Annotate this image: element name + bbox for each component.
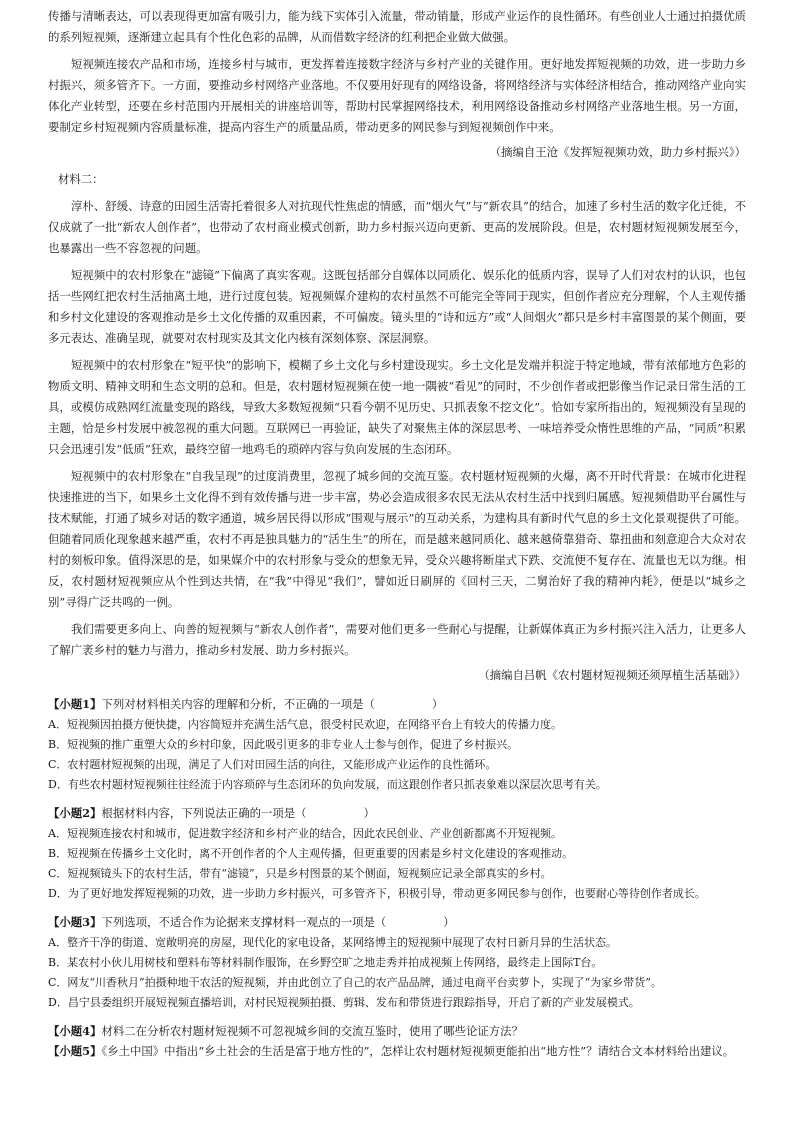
question-2 <box>48 803 746 904</box>
material2-paragraph: 短视频中的农村形象在“自我呈现”的过度消费里，忽视了城乡间的交流互鉴。农村题材短视频的火爆，离不开时代背景：在城市化进程快速推进的当下，如果乡土文化得不到有效传播与进一步丰富，势必会造成很多农民无法从农村生活中找到归属感。短视频借助平台属性与技术赋能，打通了城乡对话的数字通道，城乡居民得以形成“围观与展示”的互动关系，为建构具有新时代气息的乡土文化景观提供了可能。但随着同质化现象越来越严重，农村不再是独具魅力的“活生生”的所在，而是越来越同质化、越来越倚靠猎奇、靠扭曲和刻意迎合大众对农村的刻板印象。值得深思的是，如果媒介中的农村形象与受众的想象无异，受众兴趣将断崖式下跌、交流便不复存在、流量也无以为继。相反，农村题材短视频应从个性到达共情，在“我”中得见“我们”，譬如近日刷屏的《回村三天，二舅治好了我的精神内耗》，便是以“城乡之别”寻得广泛共鸣的一例。 <box>48 469 746 609</box>
answer-option[interactable]: A．短视频因拍摄方便快捷，内容简短并充满生活气息，很受村民欢迎，在网络平台上有较大的传播力度。 <box>48 718 562 731</box>
answer-option[interactable]: A．短视频连接农村和城市，促进数字经济和乡村产业的结合，因此农民创业、产业创新都离不开短视频。 <box>48 827 562 840</box>
answer-option[interactable]: C．短视频镜头下的农村生活，带有“滤镜”，只是乡村图景的某个侧面，短视频应记录全部真实的乡村。 <box>48 867 552 880</box>
answer-option[interactable]: B．短视频的推广重塑大众的乡村印象，因此吸引更多的非专业人士参与创作，促进了乡村振兴。 <box>48 738 519 751</box>
question-5 <box>48 1041 746 1061</box>
answer-option[interactable]: C．网友“川香秋月”拍摄种地干农活的短视频，并由此创立了自己的农产品品牌，通过电商平台卖萝卜，实现了“为家乡带货”。 <box>48 976 662 989</box>
material2-paragraph: 淳朴、舒缓、诗意的田园生活寄托着很多人对抗现代性焦虑的情感，而“烟火气”与“新农具”的结合，加速了乡村生活的数字化迁徙，不仅成就了一批“新农人创作者”，也带动了农村商业模式创新，助力乡村振兴迈向更新、更高的发展阶段。但是，农村题材短视频发展至今，也暴露出一些不容忽视的问题。 <box>48 199 746 255</box>
question-stem: 下列选项，不适合作为论据来支撑材料一观点的一项是（ ） <box>101 915 455 929</box>
material2-paragraph: 短视频中的农村形象在“滤镜”下偏离了真实客观。这既包括部分自媒体以同质化、娱乐化的低质内容，误导了人们对农村的认识，也包括一些网红把农村生活抽离土地，进行过度包装。短视频媒介建构的农村虽然不可能完全等同于现实，但创作者应充分理解，个人主观传播和乡村文化建设的客观推动是乡土文化传播的双重因素，不可偏废。镜头里的“诗和远方”或“人间烟火”都只是乡村丰富图景的某个侧面，要多元表达、准确呈现，就要对农村现实及其文化内核有深刻体察、深层洞察。 <box>48 268 746 345</box>
question-text: 材料二在分析农村题材短视频不可忽视城乡间的交流互鉴时，使用了哪些论证方法？ <box>101 1024 523 1038</box>
question-number: 【小题1】 <box>48 697 102 711</box>
material2-paragraph: 我们需要更多向上、向善的短视频与“新农人创作者”，需要对他们更多一些耐心与提醒，让新媒体真正为乡村振兴注入活力，让更多人了解广袤乡村的魅力与潜力，推动乡村发展、助力乡村振兴。 <box>48 622 746 657</box>
answer-option[interactable]: D．有些农村题材短视频往往经流于内容琐碎与生态闭环的负向发展，而这跟创作者只抓表象难以深层次思考有关。 <box>48 778 607 791</box>
question-stem: 根据材料内容，下列说法正确的一项是（ ） <box>101 806 375 820</box>
source-citation: （摘编自王沧《发挥短视频功效，助力乡村振兴》） <box>489 145 746 159</box>
question-3 <box>48 912 746 1013</box>
material1-paragraph: 传播与清晰表达，可以表现得更加富有吸引力，能为线下实体引入流量，带动销量，形成产业运作的良性循环。有些创业人士通过拍摄优质的系列短视频，逐渐建立起具有个性化色彩的品牌，从而借数字经济的红利把企业做大做强。 <box>48 9 746 44</box>
answer-option[interactable]: D．昌宁县委组织开展短视频直播培训，对村民短视频拍摄、剪辑、发布和带货进行跟踪指导，开启了新的产业发展模式。 <box>48 996 640 1009</box>
answer-option[interactable]: B．某农村小伙儿用树枝和塑料布等材料制作服饰，在乡野空旷之地走秀并拍成视频上传网络，最终走上国际T台。 <box>48 956 603 969</box>
answer-option[interactable]: A．整齐干净的街道、宽敞明亮的房屋，现代化的家电设备，某网络博主的短视频中展现了农村日新月异的生活状态。 <box>48 936 617 949</box>
question-4 <box>48 1021 746 1041</box>
question-text: 《乡土中国》中指出“乡土社会的生活是富于地方性的”，怎样让农村题材短视频更能拍出“地方性”？请结合文本材料给出建议。 <box>101 1044 735 1058</box>
question-1 <box>48 694 746 795</box>
question-number: 【小题3】 <box>48 915 102 929</box>
question-number: 【小题5】 <box>48 1044 102 1058</box>
question-number: 【小题4】 <box>48 1024 102 1038</box>
material1-paragraph: 短视频连接农产品和市场，连接乡村与城市，更发挥着连接数字经济与乡村产业的关键作用。更好地发挥短视频的功效，进一步助力乡村振兴，须多管齐下。一方面，要推动乡村网络产业落地。不仅要用好现有的网络设备，将网络经济与实体经济相结合，推动网络产业向实体化产业转型，还要在乡村范围内开展相关的讲座培训等，帮助村民掌握网络技术，利用网络设备推动乡村网络产业落地生根。另一方面，要制定乡村短视频内容质量标准，提高内容生产的质量品质，带动更多的网民参与到短视频创作中来。 <box>48 57 746 134</box>
material2-paragraph: 短视频中的农村形象在“短平快”的影响下，模糊了乡土文化与乡村建设现实。乡土文化是发端并积淀于特定地域，带有浓郁地方色彩的物质文明、精神文明和生态文明的总和。但是，农村题材短视频在使一地一隅被“看见”的同时，不少创作者或把影像当作记录日常生活的工具，或模仿成熟网红流量变现的路线，导致大多数短视频“只看今朝不见历史、只抓表象不挖文化”。恰如专家所指出的，短视频没有呈现的主题，恰是乡村发展中被忽视的重大问题。互联网已一再验证，缺失了对聚焦主体的深层思考、一味培养受众惰性思维的产品，“同质”积累只会迅速引发“低质”狂欢，最终空留一地鸡毛的琐碎内容与负向发展的生态闭环。 <box>48 358 746 456</box>
answer-option[interactable]: D．为了更好地发挥短视频的功效，进一步助力乡村振兴，可多管齐下，积极引导，带动更多网民参与创作，也要耐心等待创作者成长。 <box>48 887 706 900</box>
question-number: 【小题2】 <box>48 806 102 820</box>
source-citation: （摘编自吕帆《农村题材短视频还须厚植生活基础》） <box>478 668 746 682</box>
document-page <box>48 6 746 1061</box>
question-stem: 下列对材料相关内容的理解和分析，不正确的一项是（ ） <box>101 697 444 711</box>
answer-option[interactable]: B．短视频在传播乡土文化时，离不开创作者的个人主观传播，但更重要的因素是乡村文化建设的客观推动。 <box>48 847 574 860</box>
material2-label: 材料二： <box>58 172 104 186</box>
answer-option[interactable]: C．农村题材短视频的出现，满足了人们对田园生活的向往，又能形成产业运作的良性循环。 <box>48 758 497 771</box>
